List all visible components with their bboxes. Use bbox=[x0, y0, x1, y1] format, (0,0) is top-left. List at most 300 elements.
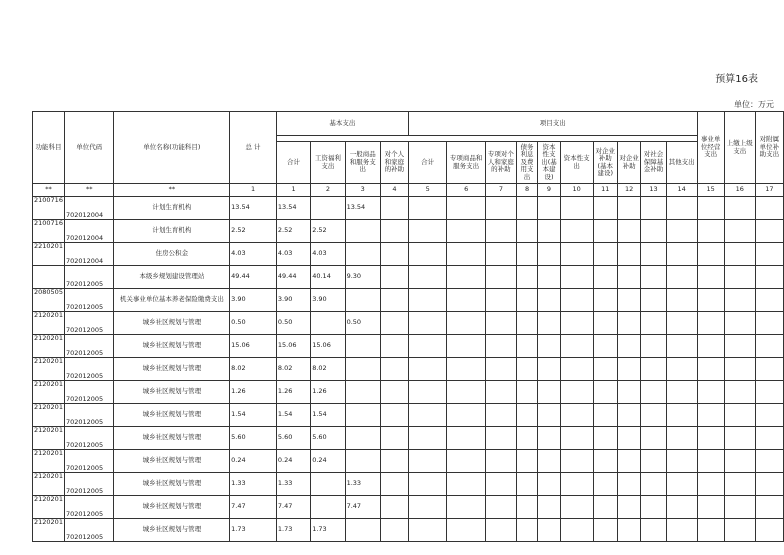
unit-name-header: 单位名称(功能科目) bbox=[114, 112, 230, 184]
empty-cell bbox=[408, 220, 447, 243]
salary-cell: 1.54 bbox=[311, 404, 345, 427]
empty-cell bbox=[538, 450, 560, 473]
empty-cell bbox=[560, 220, 593, 243]
project-sum-header: 合计 bbox=[408, 142, 447, 184]
empty-cell bbox=[593, 519, 617, 542]
empty-cell bbox=[697, 473, 724, 496]
empty-cell bbox=[666, 519, 697, 542]
total-cell: 1.73 bbox=[230, 519, 277, 542]
empty-cell bbox=[408, 381, 447, 404]
empty-cell bbox=[447, 450, 486, 473]
goods-cell bbox=[345, 404, 380, 427]
table-row bbox=[33, 266, 784, 289]
salary-header: 工资福利支出 bbox=[311, 142, 345, 184]
func-code-cell: 2210201 bbox=[33, 243, 65, 266]
empty-cell bbox=[408, 335, 447, 358]
empty-cell bbox=[593, 335, 617, 358]
basic-group-header: 基本支出 bbox=[276, 112, 408, 136]
empty-cell bbox=[485, 312, 516, 335]
empty-cell bbox=[755, 266, 783, 289]
empty-cell bbox=[666, 289, 697, 312]
empty-cell bbox=[755, 473, 783, 496]
empty-cell bbox=[697, 289, 724, 312]
index-cell: 1 bbox=[230, 184, 277, 197]
empty-cell bbox=[485, 197, 516, 220]
table-row bbox=[33, 335, 784, 358]
empty-cell bbox=[617, 358, 640, 381]
goods-cell bbox=[345, 519, 380, 542]
basic-sum-cell: 7.47 bbox=[276, 496, 310, 519]
index-cell: 9 bbox=[538, 184, 560, 197]
basic-sum-cell: 5.60 bbox=[276, 427, 310, 450]
empty-cell bbox=[560, 519, 593, 542]
salary-cell bbox=[311, 197, 345, 220]
empty-cell bbox=[560, 312, 593, 335]
empty-cell bbox=[516, 473, 537, 496]
special-goods-header: 专项商品和服务支出 bbox=[447, 142, 486, 184]
empty-cell bbox=[380, 496, 408, 519]
empty-cell bbox=[485, 450, 516, 473]
empty-cell bbox=[538, 358, 560, 381]
unit-name-cell: 城乡社区规划与管理 bbox=[114, 404, 230, 427]
empty-cell bbox=[666, 220, 697, 243]
empty-cell bbox=[408, 289, 447, 312]
basic-sum-header: 合计 bbox=[276, 142, 310, 184]
empty-cell bbox=[724, 473, 755, 496]
empty-cell bbox=[641, 312, 666, 335]
func-code-cell: 2120201 bbox=[33, 335, 65, 358]
empty-cell bbox=[447, 243, 486, 266]
empty-cell bbox=[697, 381, 724, 404]
empty-cell bbox=[666, 427, 697, 450]
basic-sum-cell: 0.50 bbox=[276, 312, 310, 335]
empty-cell bbox=[697, 266, 724, 289]
empty-cell bbox=[697, 496, 724, 519]
empty-cell bbox=[697, 450, 724, 473]
func-code-cell: 2120201 bbox=[33, 381, 65, 404]
empty-cell bbox=[724, 220, 755, 243]
capital-header: 资本性支出 bbox=[560, 142, 593, 184]
empty-cell bbox=[560, 358, 593, 381]
empty-cell bbox=[617, 312, 640, 335]
empty-cell bbox=[516, 450, 537, 473]
empty-cell bbox=[408, 243, 447, 266]
empty-cell bbox=[380, 427, 408, 450]
empty-cell bbox=[408, 427, 447, 450]
table-row bbox=[33, 404, 784, 427]
index-cell: 10 bbox=[560, 184, 593, 197]
empty-cell bbox=[593, 266, 617, 289]
table-row bbox=[33, 358, 784, 381]
basic-sum-cell: 2.52 bbox=[276, 220, 310, 243]
empty-cell bbox=[560, 289, 593, 312]
salary-cell bbox=[311, 312, 345, 335]
table-row bbox=[33, 243, 784, 266]
empty-cell bbox=[755, 312, 783, 335]
empty-cell bbox=[617, 519, 640, 542]
empty-cell bbox=[538, 289, 560, 312]
index-cell: 2 bbox=[311, 184, 345, 197]
empty-cell bbox=[755, 496, 783, 519]
empty-cell bbox=[560, 197, 593, 220]
table-row bbox=[33, 220, 784, 243]
empty-cell bbox=[755, 197, 783, 220]
empty-cell bbox=[516, 496, 537, 519]
empty-cell bbox=[617, 335, 640, 358]
salary-cell: 8.02 bbox=[311, 358, 345, 381]
remit-header: 上缴上级支出 bbox=[724, 112, 755, 184]
project-group-header: 项目支出 bbox=[408, 112, 697, 136]
empty-cell bbox=[408, 404, 447, 427]
empty-cell bbox=[593, 197, 617, 220]
other-header: 其他支出 bbox=[666, 142, 697, 184]
empty-cell bbox=[641, 450, 666, 473]
empty-cell bbox=[538, 427, 560, 450]
empty-cell bbox=[516, 404, 537, 427]
func-code-cell: 2120201 bbox=[33, 312, 65, 335]
index-cell: 16 bbox=[724, 184, 755, 197]
salary-cell bbox=[311, 496, 345, 519]
empty-cell bbox=[641, 381, 666, 404]
empty-cell bbox=[380, 243, 408, 266]
basic-sum-cell: 1.73 bbox=[276, 519, 310, 542]
empty-cell bbox=[641, 427, 666, 450]
goods-header: 一般商品和服务支出 bbox=[345, 142, 380, 184]
empty-cell bbox=[724, 427, 755, 450]
unit-code-cell: 702012005 bbox=[64, 358, 114, 381]
empty-cell bbox=[755, 381, 783, 404]
unit-name-cell: 住房公积金 bbox=[114, 243, 230, 266]
index-cell: 5 bbox=[408, 184, 447, 197]
empty-cell bbox=[666, 496, 697, 519]
empty-cell bbox=[641, 243, 666, 266]
empty-cell bbox=[447, 266, 486, 289]
empty-cell bbox=[666, 404, 697, 427]
unit-code-cell: 702012005 bbox=[64, 266, 114, 289]
empty-cell bbox=[755, 243, 783, 266]
empty-cell bbox=[617, 427, 640, 450]
empty-cell bbox=[724, 358, 755, 381]
goods-cell: 13.54 bbox=[345, 197, 380, 220]
func-code-cell: 2120201 bbox=[33, 404, 65, 427]
goods-cell bbox=[345, 220, 380, 243]
unit-code-cell: 702012005 bbox=[64, 450, 114, 473]
func-code-cell: 2120201 bbox=[33, 427, 65, 450]
subsidiary-header: 对附属单位补助支出 bbox=[755, 112, 783, 184]
empty-cell bbox=[516, 220, 537, 243]
empty-cell bbox=[485, 243, 516, 266]
empty-cell bbox=[641, 473, 666, 496]
table-row bbox=[33, 473, 784, 496]
empty-cell bbox=[447, 312, 486, 335]
empty-cell bbox=[724, 289, 755, 312]
empty-cell bbox=[380, 312, 408, 335]
empty-cell bbox=[447, 473, 486, 496]
unit-name-cell: 计划生育机构 bbox=[114, 197, 230, 220]
empty-cell bbox=[593, 427, 617, 450]
empty-cell bbox=[516, 519, 537, 542]
enterprise-aid-header: 对企业补助 bbox=[617, 142, 640, 184]
empty-cell bbox=[666, 243, 697, 266]
empty-cell bbox=[538, 266, 560, 289]
empty-cell bbox=[641, 266, 666, 289]
empty-cell bbox=[380, 266, 408, 289]
unit-code-cell: 702012005 bbox=[64, 335, 114, 358]
empty-cell bbox=[724, 312, 755, 335]
empty-cell bbox=[593, 289, 617, 312]
unit-code-cell: 702012005 bbox=[64, 312, 114, 335]
table-row bbox=[33, 519, 784, 542]
empty-cell bbox=[724, 450, 755, 473]
empty-cell bbox=[666, 335, 697, 358]
empty-cell bbox=[593, 243, 617, 266]
empty-cell bbox=[380, 381, 408, 404]
unit-code-cell: 702012004 bbox=[64, 243, 114, 266]
empty-cell bbox=[641, 404, 666, 427]
empty-cell bbox=[697, 220, 724, 243]
func-code-cell: 2120201 bbox=[33, 450, 65, 473]
unit-code-cell: 702012005 bbox=[64, 496, 114, 519]
index-cell: 3 bbox=[345, 184, 380, 197]
empty-cell bbox=[408, 473, 447, 496]
empty-cell bbox=[697, 312, 724, 335]
empty-cell bbox=[697, 427, 724, 450]
salary-cell: 4.03 bbox=[311, 243, 345, 266]
salary-cell: 5.60 bbox=[311, 427, 345, 450]
index-cell: 7 bbox=[485, 184, 516, 197]
empty-cell bbox=[447, 381, 486, 404]
empty-cell bbox=[516, 243, 537, 266]
empty-cell bbox=[724, 496, 755, 519]
empty-cell bbox=[447, 427, 486, 450]
empty-cell bbox=[447, 404, 486, 427]
empty-cell bbox=[697, 404, 724, 427]
empty-cell bbox=[485, 404, 516, 427]
empty-cell bbox=[724, 243, 755, 266]
index-cell: 1 bbox=[276, 184, 310, 197]
table-row bbox=[33, 381, 784, 404]
empty-cell bbox=[755, 404, 783, 427]
unit-name-cell: 计划生育机构 bbox=[114, 220, 230, 243]
empty-cell bbox=[755, 427, 783, 450]
empty-cell bbox=[447, 519, 486, 542]
empty-cell bbox=[560, 404, 593, 427]
table-row bbox=[33, 450, 784, 473]
empty-cell bbox=[447, 220, 486, 243]
empty-cell bbox=[755, 519, 783, 542]
index-cell: 17 bbox=[755, 184, 783, 197]
goods-cell: 0.50 bbox=[345, 312, 380, 335]
salary-cell: 15.06 bbox=[311, 335, 345, 358]
salary-cell: 2.52 bbox=[311, 220, 345, 243]
empty-cell bbox=[538, 473, 560, 496]
unit-code-cell: 702012005 bbox=[64, 381, 114, 404]
total-cell: 7.47 bbox=[230, 496, 277, 519]
empty-cell bbox=[617, 243, 640, 266]
empty-cell bbox=[380, 197, 408, 220]
empty-cell bbox=[641, 335, 666, 358]
empty-cell bbox=[666, 473, 697, 496]
empty-cell bbox=[641, 519, 666, 542]
empty-cell bbox=[697, 197, 724, 220]
unit-code-cell: 702012005 bbox=[64, 404, 114, 427]
empty-cell bbox=[666, 450, 697, 473]
func-code-header: 功能科目 bbox=[33, 112, 65, 184]
basic-sum-cell: 13.54 bbox=[276, 197, 310, 220]
empty-cell bbox=[593, 473, 617, 496]
index-cell: ** bbox=[114, 184, 230, 197]
empty-cell bbox=[666, 312, 697, 335]
func-code-cell: 2120201 bbox=[33, 496, 65, 519]
index-cell: 12 bbox=[617, 184, 640, 197]
empty-cell bbox=[724, 197, 755, 220]
empty-cell bbox=[641, 358, 666, 381]
empty-cell bbox=[593, 496, 617, 519]
empty-cell bbox=[447, 335, 486, 358]
basic-sum-cell: 0.24 bbox=[276, 450, 310, 473]
empty-cell bbox=[617, 473, 640, 496]
total-cell: 3.90 bbox=[230, 289, 277, 312]
empty-cell bbox=[538, 243, 560, 266]
unit-name-cell: 城乡社区规划与管理 bbox=[114, 473, 230, 496]
empty-cell bbox=[380, 404, 408, 427]
empty-cell bbox=[485, 289, 516, 312]
unit-name-cell: 城乡社区规划与管理 bbox=[114, 358, 230, 381]
unit-name-cell: 城乡社区规划与管理 bbox=[114, 496, 230, 519]
empty-cell bbox=[560, 243, 593, 266]
goods-cell bbox=[345, 243, 380, 266]
empty-cell bbox=[485, 220, 516, 243]
empty-cell bbox=[380, 335, 408, 358]
empty-cell bbox=[697, 243, 724, 266]
empty-cell bbox=[641, 220, 666, 243]
goods-cell bbox=[345, 289, 380, 312]
unit-name-cell: 城乡社区规划与管理 bbox=[114, 312, 230, 335]
empty-cell bbox=[641, 197, 666, 220]
empty-cell bbox=[560, 450, 593, 473]
empty-cell bbox=[724, 335, 755, 358]
salary-cell: 3.90 bbox=[311, 289, 345, 312]
empty-cell bbox=[485, 266, 516, 289]
total-cell: 0.50 bbox=[230, 312, 277, 335]
goods-cell: 7.47 bbox=[345, 496, 380, 519]
empty-cell bbox=[538, 197, 560, 220]
empty-cell bbox=[593, 312, 617, 335]
empty-cell bbox=[755, 220, 783, 243]
basic-sum-cell: 15.06 bbox=[276, 335, 310, 358]
empty-cell bbox=[593, 404, 617, 427]
total-cell: 2.52 bbox=[230, 220, 277, 243]
empty-cell bbox=[697, 335, 724, 358]
empty-cell bbox=[755, 335, 783, 358]
empty-cell bbox=[617, 404, 640, 427]
table-row bbox=[33, 427, 784, 450]
empty-cell bbox=[538, 381, 560, 404]
empty-cell bbox=[560, 335, 593, 358]
total-cell: 5.60 bbox=[230, 427, 277, 450]
salary-cell: 1.26 bbox=[311, 381, 345, 404]
empty-cell bbox=[516, 381, 537, 404]
empty-cell bbox=[538, 220, 560, 243]
unit-name-cell: 机关事业单位基本养老保险缴费支出 bbox=[114, 289, 230, 312]
func-code-cell: 2120201 bbox=[33, 473, 65, 496]
goods-cell bbox=[345, 450, 380, 473]
goods-cell bbox=[345, 381, 380, 404]
empty-cell bbox=[538, 335, 560, 358]
enterprise-construction-header: 对企业补助(基本建设) bbox=[593, 142, 617, 184]
empty-cell bbox=[697, 358, 724, 381]
index-cell: 4 bbox=[380, 184, 408, 197]
basic-sum-cell: 1.33 bbox=[276, 473, 310, 496]
empty-cell bbox=[617, 220, 640, 243]
salary-cell: 1.73 bbox=[311, 519, 345, 542]
index-cell: ** bbox=[33, 184, 65, 197]
empty-cell bbox=[617, 496, 640, 519]
empty-cell bbox=[516, 266, 537, 289]
empty-cell bbox=[380, 220, 408, 243]
empty-cell bbox=[724, 381, 755, 404]
salary-cell bbox=[311, 473, 345, 496]
goods-cell bbox=[345, 427, 380, 450]
index-cell: 8 bbox=[516, 184, 537, 197]
unit-code-cell: 702012005 bbox=[64, 473, 114, 496]
empty-cell bbox=[380, 473, 408, 496]
index-cell: 15 bbox=[697, 184, 724, 197]
empty-cell bbox=[538, 312, 560, 335]
total-cell: 49.44 bbox=[230, 266, 277, 289]
unit-name-cell: 城乡社区规划与管理 bbox=[114, 519, 230, 542]
index-cell: 6 bbox=[447, 184, 486, 197]
empty-cell bbox=[593, 220, 617, 243]
debt-interest-header: 债务利息及费用支出 bbox=[516, 142, 537, 184]
func-code-cell bbox=[33, 266, 65, 289]
table-row bbox=[33, 289, 784, 312]
empty-cell bbox=[485, 381, 516, 404]
func-code-cell: 2100716 bbox=[33, 197, 65, 220]
unit-code-cell: 702012005 bbox=[64, 519, 114, 542]
empty-cell bbox=[538, 519, 560, 542]
empty-cell bbox=[666, 381, 697, 404]
goods-cell bbox=[345, 335, 380, 358]
empty-cell bbox=[617, 450, 640, 473]
index-cell: 13 bbox=[641, 184, 666, 197]
basic-sum-cell: 8.02 bbox=[276, 358, 310, 381]
basic-sum-cell: 49.44 bbox=[276, 266, 310, 289]
basic-sum-cell: 1.54 bbox=[276, 404, 310, 427]
empty-cell bbox=[408, 519, 447, 542]
empty-cell bbox=[485, 335, 516, 358]
index-cell: 14 bbox=[666, 184, 697, 197]
table-row bbox=[33, 197, 784, 220]
unit-code-cell: 702012004 bbox=[64, 197, 114, 220]
capital-construction-header: 资本性支出(基本建设) bbox=[538, 142, 560, 184]
empty-cell bbox=[593, 381, 617, 404]
budget-table bbox=[32, 111, 784, 542]
empty-cell bbox=[485, 427, 516, 450]
empty-cell bbox=[538, 404, 560, 427]
salary-cell: 0.24 bbox=[311, 450, 345, 473]
empty-cell bbox=[617, 197, 640, 220]
individual-aid-header: 对个人和家庭的补助 bbox=[380, 142, 408, 184]
empty-cell bbox=[593, 358, 617, 381]
unit-name-cell: 城乡社区规划与管理 bbox=[114, 335, 230, 358]
unit-code-header: 单位代码 bbox=[64, 112, 114, 184]
empty-cell bbox=[666, 358, 697, 381]
empty-cell bbox=[755, 358, 783, 381]
func-code-cell: 2120201 bbox=[33, 519, 65, 542]
unit-name-cell: 城乡社区规划与管理 bbox=[114, 427, 230, 450]
empty-cell bbox=[697, 519, 724, 542]
